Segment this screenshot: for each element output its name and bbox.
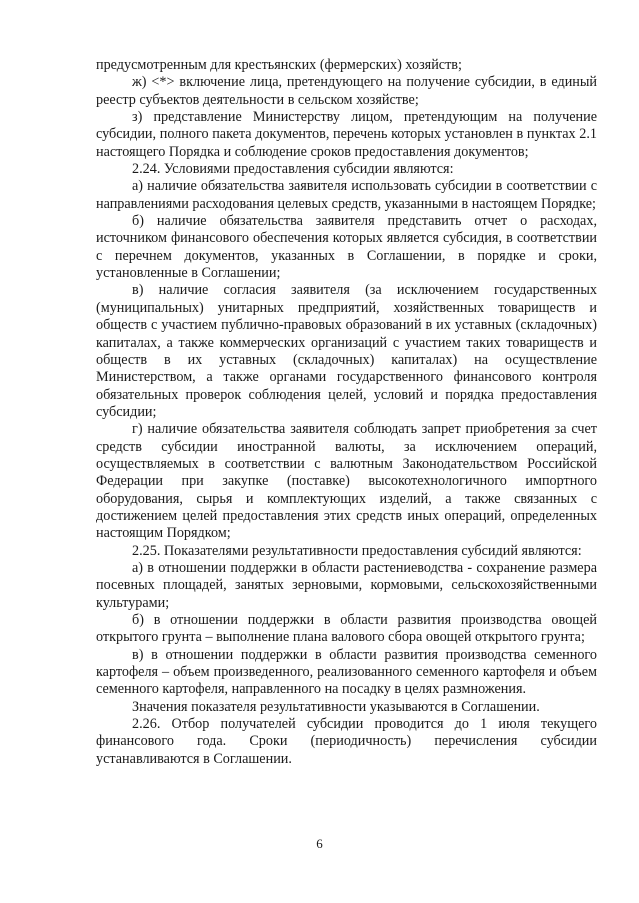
document-body	[96, 57, 597, 768]
paragraph-2-24-item-b: б) наличие обязательства заявителя представить отчет о расходах, источником финансового обеспечения которых является субсидия, в соответствии с перечнем документов, указанных в Соглашении, в порядке и сроки, установленные в Соглашении;	[96, 213, 597, 282]
paragraph-2-24-item-a: а) наличие обязательства заявителя использовать субсидии в соответствии с направлениями расходования целевых средств, указанными в настоящем Порядке;	[96, 178, 597, 212]
paragraph-item-zh: ж) <*> включение лица, претендующего на получение субсидии, в единый реестр субъектов деятельности в сельском хозяйстве;	[96, 74, 597, 108]
paragraph-2-24-item-g: г) наличие обязательства заявителя соблюдать запрет приобретения за счет средств субсидии иностранной валюты, за исключением операций, осуществляемых в соответствии с валютным Законодательством Российской Федерации при закупке (поставке) высокотехнологичного импортного оборудования, сырья и комплектующих изделий, а также связанных с достижением целей предоставления этих средств иных операций, определенных настоящим Порядком;	[96, 421, 597, 542]
page-number: 6	[316, 836, 323, 851]
paragraph-2-24-item-v: в) наличие согласия заявителя (за исключением государственных (муниципальных) унитарных предприятий, хозяйственных товариществ и обществ с участием публично-правовых образований в их уставных (складочных) капиталах, а также коммерческих организаций с участием таких товариществ и обществ в их уставных (складочных) капиталах) на осуществление Министерством, а также органами государственного финансового контроля обязательных проверок соблюдения целей, условий и порядка предоставления субсидии;	[96, 282, 597, 420]
paragraph-item-z: з) представление Министерству лицом, претендующим на получение субсидии, полного пакета документов, перечень которых установлен в пунктах 2.1 настоящего Порядка и соблюдение сроков предоставления документов;	[96, 109, 597, 160]
paragraph-2-26: 2.26. Отбор получателей субсидии проводится до 1 июля текущего финансового года. Сроки (периодичность) перечисления субсидии устанавливаются в Соглашении.	[96, 716, 597, 767]
paragraph-indicator-values: Значения показателя результативности указываются в Соглашении.	[132, 698, 540, 715]
paragraph-2-25-item-b: б) в отношении поддержки в области развития производства овощей открытого грунта – выполнение плана валового сбора овощей открытого грунта;	[96, 612, 597, 646]
paragraph-2-25-heading: 2.25. Показателями результативности предоставления субсидий являются:	[132, 542, 582, 559]
paragraph-continuation: предусмотренным для крестьянских (фермерских) хозяйств;	[96, 57, 462, 73]
paragraph-2-25-item-v: в) в отношении поддержки в области развития производства семенного картофеля – объем произведенного, реализованного семенного картофеля и объем семенного картофеля, направленного на посадку в целях размножения.	[96, 646, 597, 698]
paragraph-2-24-heading: 2.24. Условиями предоставления субсидии являются:	[132, 161, 454, 178]
paragraph-2-25-item-a: а) в отношении поддержки в области растениеводства - сохранение размера посевных площадей, занятых зерновыми, кормовыми, сельскохозяйственными культурами;	[96, 559, 597, 611]
